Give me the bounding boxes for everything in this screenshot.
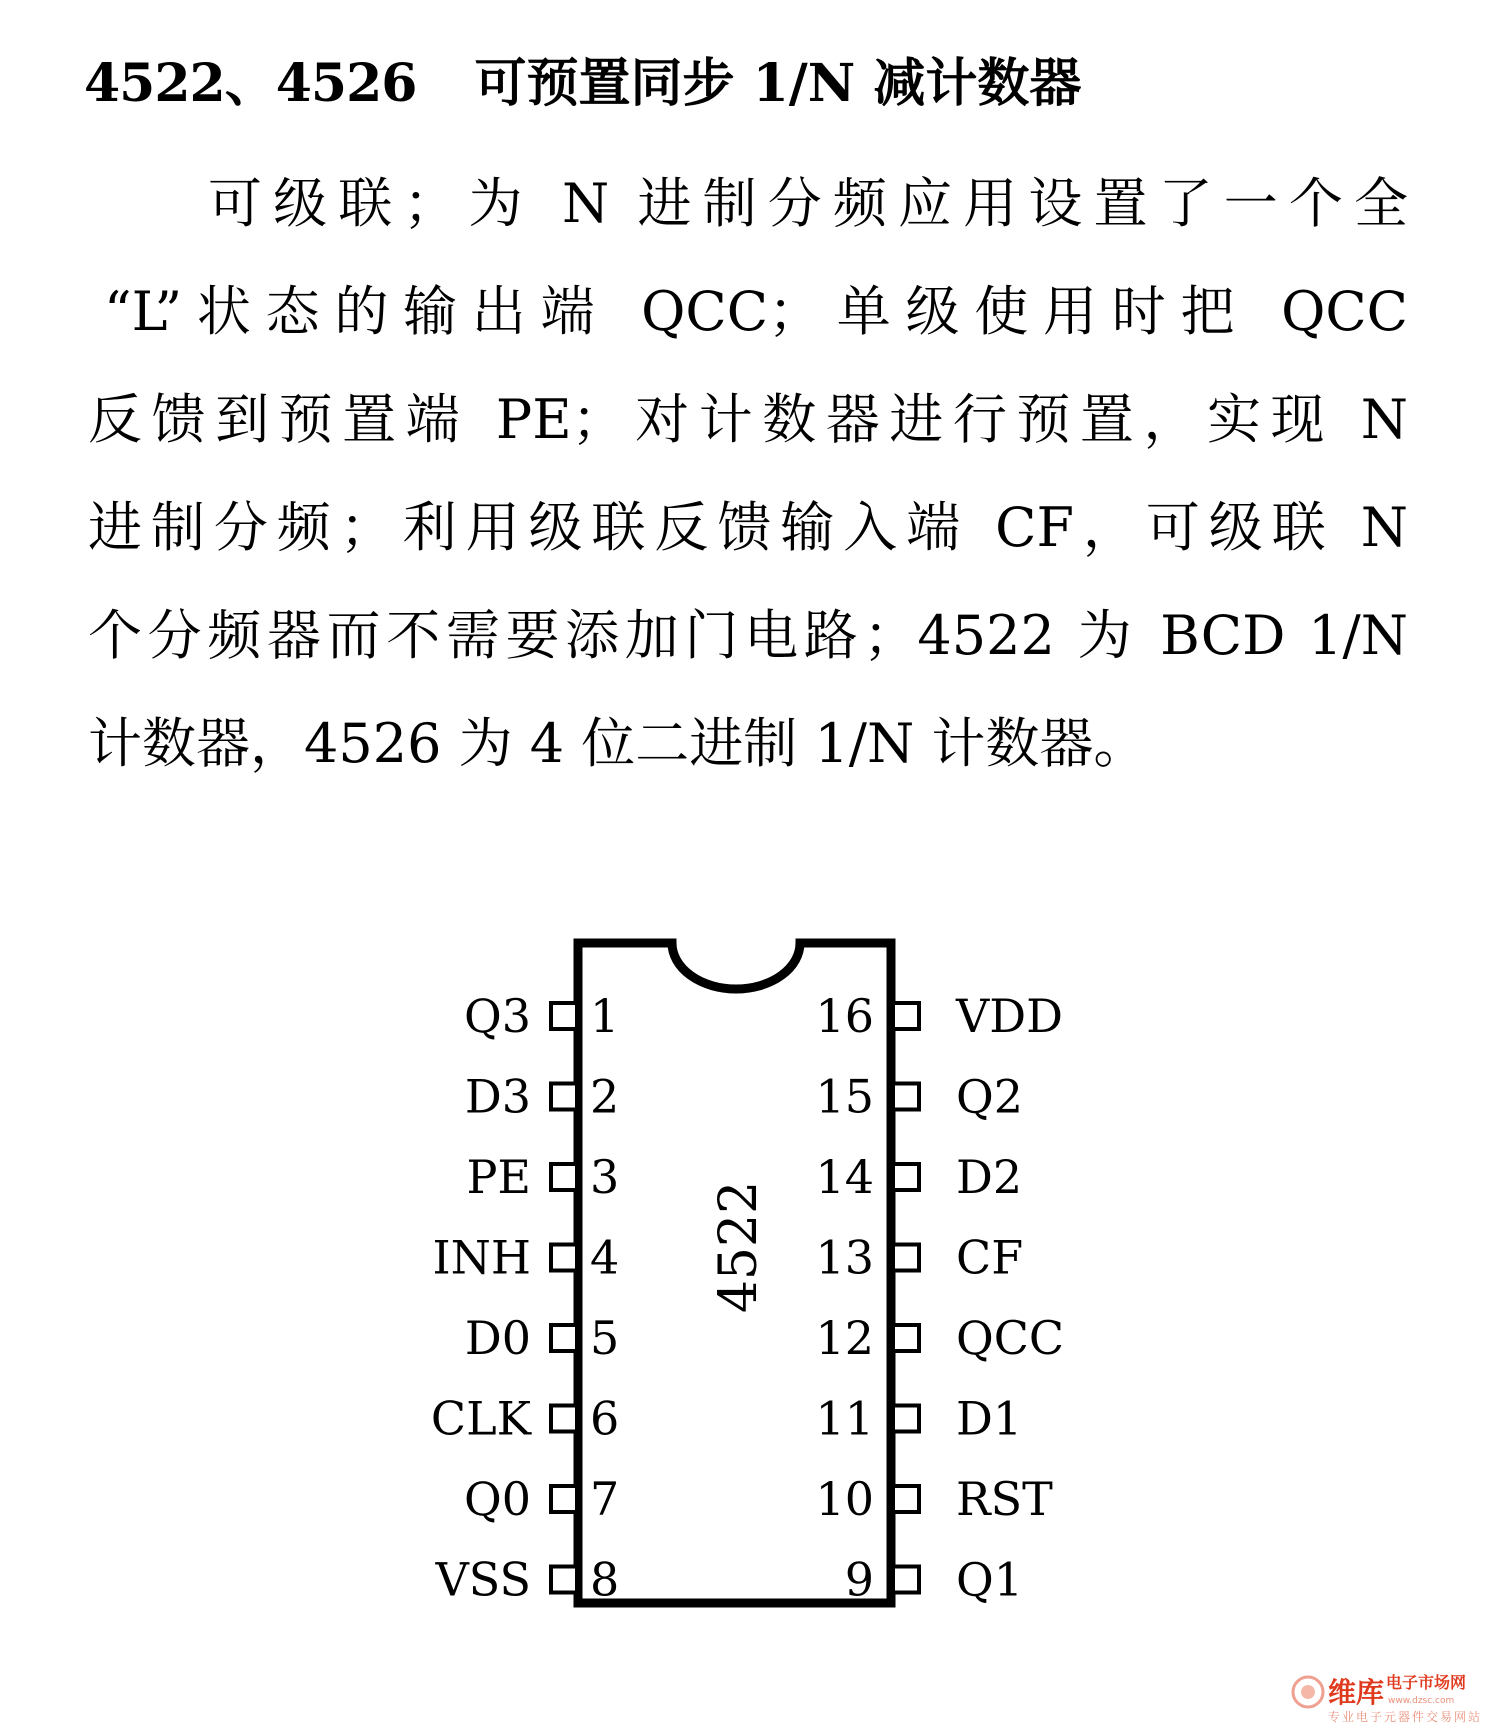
right-pin: [815, 1070, 1023, 1124]
left-pin: [465, 1311, 619, 1365]
pin-pad: [893, 1003, 919, 1029]
pin-number-label: 12: [815, 1311, 874, 1365]
pin-name-label: D3: [464, 1069, 531, 1124]
pin-number-label: 8: [590, 1552, 620, 1607]
pin-name-label: RST: [956, 1472, 1053, 1526]
pin-number-label: 5: [590, 1311, 620, 1365]
description-line: 反馈到预置端 PE；对计数器进行预置，实现 N: [88, 388, 1408, 451]
pin-pad: [551, 1325, 577, 1351]
pin-number-label: 15: [815, 1069, 874, 1124]
pin-number-label: 10: [815, 1472, 874, 1526]
pin-name-label: VSS: [435, 1552, 531, 1607]
pin-pad: [551, 1567, 577, 1593]
pin-name-label: VDD: [956, 989, 1063, 1043]
left-pin: [431, 1392, 619, 1446]
pin-pad: [893, 1325, 919, 1351]
left-pin: [464, 989, 619, 1043]
left-pin: [435, 1553, 620, 1607]
pin-pad: [893, 1084, 919, 1110]
pin-pad: [551, 1406, 577, 1432]
pin-pad: [551, 1003, 577, 1029]
description-line: 可级联；为 N 进制分频应用设置了一个全: [208, 172, 1408, 235]
site-watermark: [1288, 1668, 1488, 1726]
left-pin: [432, 1231, 619, 1285]
pin-name-label: QCC: [956, 1311, 1065, 1365]
pin-pad: [893, 1406, 919, 1432]
right-pin: [815, 1392, 1022, 1446]
watermark-emblem-icon: [1293, 1677, 1323, 1707]
pin-number-label: 16: [815, 989, 874, 1043]
title-device-name: 可预置同步 1/N 减计数器: [474, 53, 1082, 114]
pin-pad: [551, 1164, 577, 1190]
pin-pad: [551, 1245, 577, 1271]
description-line: 个分频器而不需要添加门电路；4522 为 BCD 1/N: [88, 604, 1408, 667]
right-pin: [815, 1311, 1064, 1365]
pin-name-label: Q3: [464, 989, 531, 1043]
pin-number-label: 7: [590, 1472, 620, 1526]
pin-number-label: 2: [590, 1069, 620, 1124]
description-line: 进制分频；利用级联反馈输入端 CF，可级联 N: [88, 496, 1408, 559]
pin-name-label: D1: [956, 1391, 1023, 1446]
pin-pad: [893, 1567, 919, 1593]
pin-pad: [893, 1245, 919, 1271]
pin-number-label: 11: [815, 1391, 874, 1446]
pin-number-label: 14: [815, 1150, 874, 1204]
pin-name-label: Q1: [956, 1552, 1023, 1607]
pin-pad: [551, 1084, 577, 1110]
left-pin: [466, 1150, 619, 1204]
pin-name-label: Q2: [956, 1069, 1023, 1124]
pin-name-label: CF: [956, 1230, 1024, 1285]
watermark-site: www.dzsc.com: [1388, 1696, 1455, 1706]
watermark-tagline-bottom: 专业电子元器件交易网站: [1328, 1710, 1483, 1724]
pin-number-label: 13: [815, 1230, 874, 1285]
pin-pad: [893, 1486, 919, 1512]
right-pin: [815, 1231, 1023, 1285]
pin-number-label: 3: [590, 1150, 620, 1204]
pin-name-label: PE: [466, 1150, 531, 1204]
title-part-numbers: 4522、4526: [84, 53, 417, 114]
description-line: 计数器，4526 为 4 位二进制 1/N 计数器。: [88, 712, 1148, 775]
watermark-tagline-top: 电子市场网: [1386, 1673, 1467, 1692]
pin-name-label: INH: [432, 1230, 531, 1285]
right-pin: [815, 1150, 1022, 1204]
left-pin: [464, 1472, 619, 1526]
pin-number-label: 9: [844, 1552, 874, 1607]
pin-name-label: D0: [464, 1311, 531, 1365]
pin-pad: [893, 1164, 919, 1190]
pin-number-label: 4: [590, 1230, 620, 1285]
pin-pad: [551, 1486, 577, 1512]
chip-part-label: 4522: [709, 1180, 769, 1314]
pin-name-label: D2: [956, 1150, 1023, 1204]
pin-number-label: 1: [590, 989, 620, 1043]
right-pin: [845, 1553, 1023, 1607]
description-line: “L”状态的输出端 QCC；单级使用时把 QCC: [104, 280, 1408, 343]
right-pin: [815, 1472, 1053, 1526]
pin-number-label: 6: [590, 1391, 620, 1446]
right-pin: [815, 989, 1063, 1043]
pin-name-label: CLK: [430, 1391, 531, 1446]
watermark-brand: 维库: [1328, 1676, 1385, 1709]
pin-name-label: Q0: [464, 1472, 531, 1526]
left-pin: [465, 1070, 619, 1124]
